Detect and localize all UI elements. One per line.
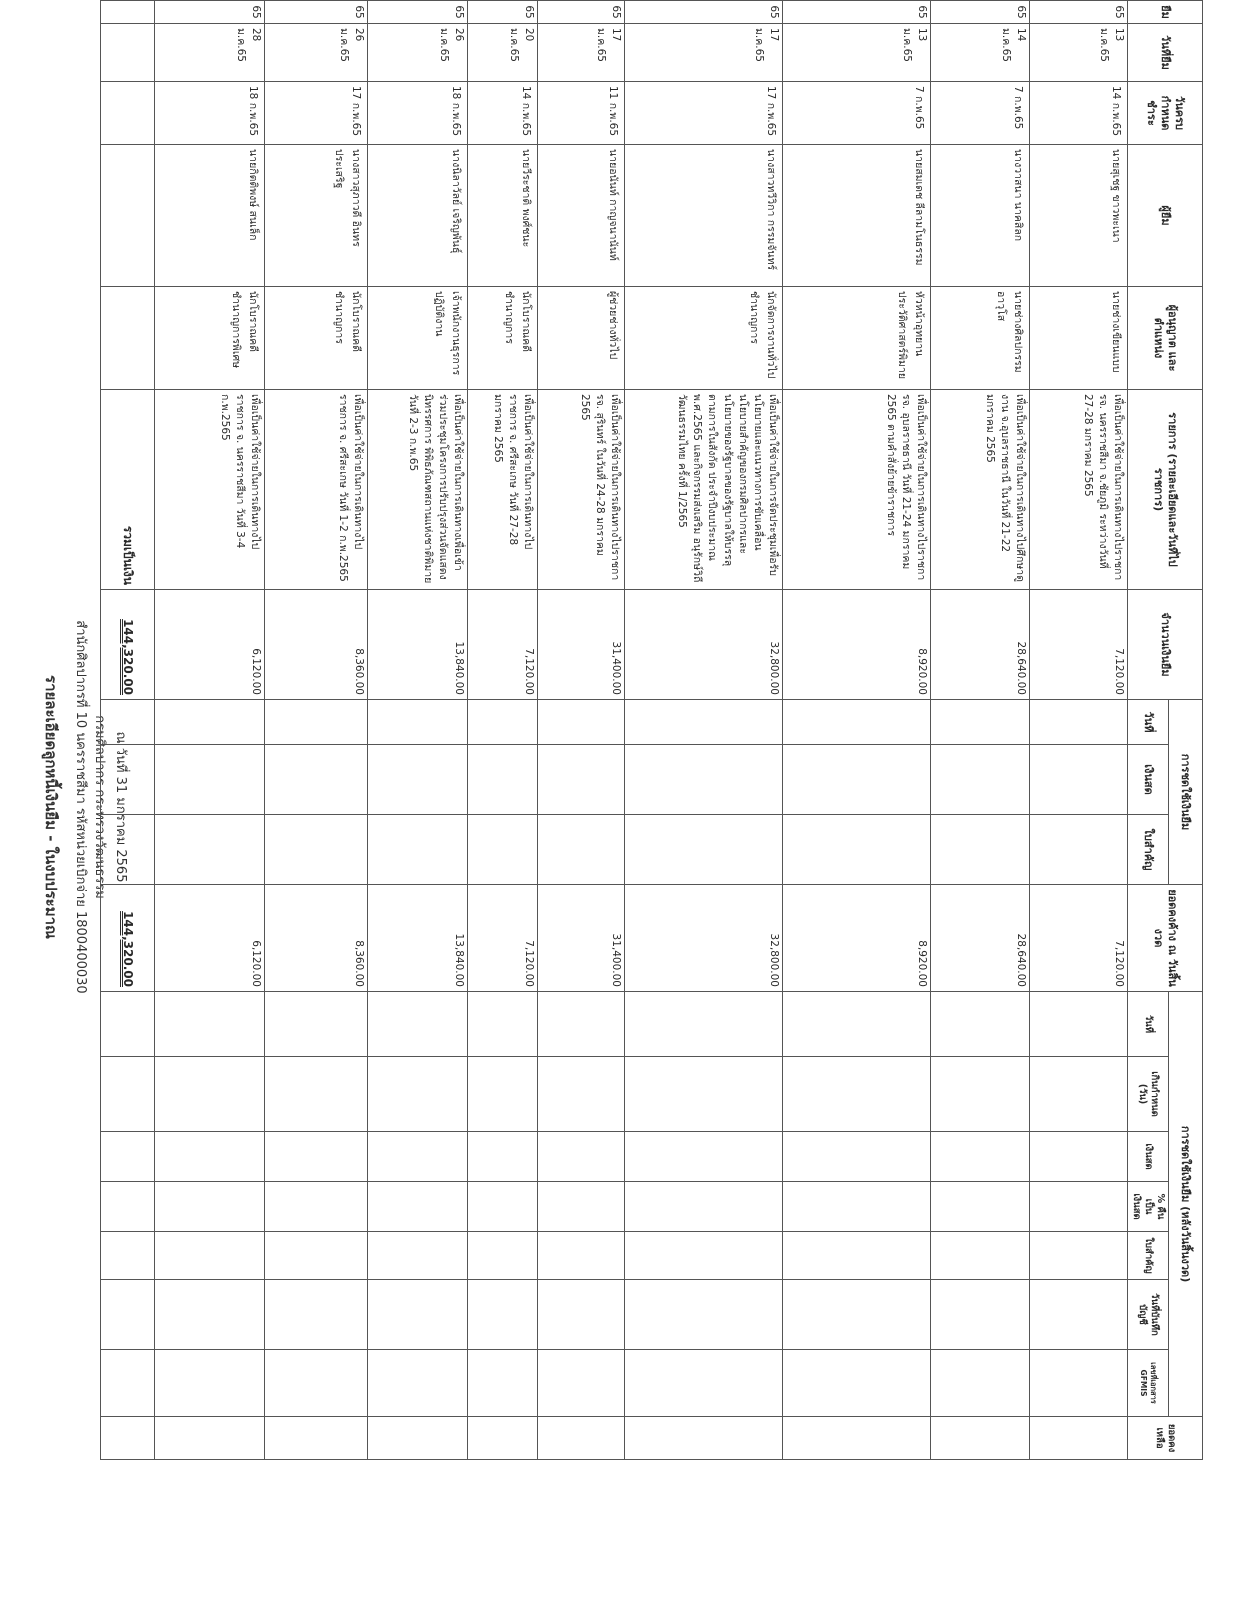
cell-empty [538, 700, 625, 745]
cell-empty [783, 700, 931, 745]
table-row [368, 1, 468, 1460]
cell-no: 65 [265, 1, 368, 24]
cell-borrower: นายสุเชฐ ขาวพะเนา [1030, 145, 1128, 287]
cell-borrower: นายอนันท์ กาญจนานันท์ [538, 145, 625, 287]
cell-empty [468, 992, 538, 1057]
cell-approver: หัวหน้าอุทยานประวัติศาสตร์พิมาย [783, 287, 931, 390]
cell-due-date: 14 ก.พ.65 [1030, 82, 1128, 145]
cell-description: เพื่อเป็นค่าใช้จ่ายในการเดินทางไปราชการ จ. ศรีสะเกษ วันที่ 27-28 มกราคม 2565 [468, 390, 538, 590]
cell-empty [931, 1132, 1030, 1182]
cell-empty [625, 745, 783, 815]
cell-empty [101, 992, 155, 1057]
report-agency: สำนักศิลปากรที่ 10 นครราชสีมา รหัสหน่วยเบิกจ่าย 1800400030 [73, 620, 88, 994]
cell-empty [931, 815, 1030, 885]
cell-empty [155, 1280, 265, 1350]
cell-empty [155, 745, 265, 815]
cell-empty [155, 700, 265, 745]
table-row [1030, 1, 1128, 1460]
cell-empty [625, 1417, 783, 1460]
col-post-overdue-header: เกินกำหนด (วัน) [1128, 1057, 1169, 1132]
cell-empty [1030, 1182, 1128, 1232]
cell-description: เพื่อเป็นค่าใช้จ่ายในการเดินทางไปราชการ จ. ศรีสะเกษ วันที่ 1-2 ก.พ.2565 [265, 390, 368, 590]
cell-empty [368, 1182, 468, 1232]
cell-empty [368, 1232, 468, 1280]
cell-empty [783, 1182, 931, 1232]
cell-outstanding: 32,800.00 [625, 885, 783, 992]
cell-empty [1030, 1350, 1128, 1417]
cell-empty [265, 1280, 368, 1350]
cell-empty [368, 700, 468, 745]
col-repay-group-header: การชดใช้เงินยืม [1169, 700, 1203, 885]
cell-approver: นายช่างเขียนแบบ [1030, 287, 1128, 390]
cell-empty [468, 1280, 538, 1350]
cell-empty [625, 1182, 783, 1232]
cell-borrower: นางนิลาวัลย์ เจริญพันธุ์ [368, 145, 468, 287]
cell-empty [1030, 1132, 1128, 1182]
cell-empty [468, 745, 538, 815]
cell-outstanding: 7,120.00 [1030, 885, 1128, 992]
table-row [265, 1, 368, 1460]
cell-approver: นักโบราณคดีชำนาญการ [468, 287, 538, 390]
cell-no: 65 [468, 1, 538, 24]
cell-empty [1030, 992, 1128, 1057]
cell-approver: นักโบราณคดีชำนาญการ [265, 287, 368, 390]
cell-borrower: นางสาวทวีวิกา กรรมจันทร์ [625, 145, 783, 287]
report-date: ณ วันที่ 31 มกราคม 2565 [113, 731, 128, 883]
cell-empty [538, 745, 625, 815]
col-post-group-header: การชดใช้เงินยืม (หลังวันสิ้นงวด) [1169, 992, 1203, 1417]
cell-empty [368, 1350, 468, 1417]
report-ministry: กรมศิลปากร กระทรวงวัฒนธรรม [92, 715, 107, 899]
cell-description: เพื่อเป็นค่าใช้จ่ายในการเดินทางไปราชการจ. อุบลราชธานี วันที่ 21-24 มกราคม 2565 ตามคำสั่งย้ายข้าราชการ [783, 390, 931, 590]
cell-borrow-date: 17 ม.ค.65 [625, 24, 783, 82]
cell-description: เพื่อเป็นค่าใช้จ่ายในการเดินทางไปราชการจ. สุรินทร์ ในวันที่ 24-28 มกราคม 2565 [538, 390, 625, 590]
cell-empty [101, 1, 155, 24]
cell-empty [783, 1280, 931, 1350]
cell-empty [468, 1182, 538, 1232]
cell-empty [265, 815, 368, 885]
cell-due-date: 18 ก.พ.65 [368, 82, 468, 145]
col-borrow-date-header: วันที่ยืม [1128, 24, 1203, 82]
cell-due-date: 14 ก.พ.65 [468, 82, 538, 145]
cell-empty [155, 1417, 265, 1460]
cell-no: 65 [625, 1, 783, 24]
cell-due-date: 18 ก.พ.65 [155, 82, 265, 145]
cell-empty [468, 1232, 538, 1280]
cell-due-date: 17 ก.พ.65 [625, 82, 783, 145]
cell-empty [101, 1132, 155, 1182]
col-amount-header: จำนวนเงินยืม [1128, 590, 1203, 700]
table-row [783, 1, 931, 1460]
cell-description: เพื่อเป็นค่าใช้จ่ายในการเดินทางเพื่อเข้าร่วมประชุมโครงการปรับปรุงส่วนจัดแสดงนิทรรศการ พิพิธภัณฑสถานแห่งชาติพิมาย วันที่ 2-3 ก.พ.65 [368, 390, 468, 590]
cell-amount: 13,840.00 [368, 590, 468, 700]
cell-amount: 8,360.00 [265, 590, 368, 700]
col-post-date-header: วันที่ [1128, 992, 1169, 1057]
cell-empty [1030, 745, 1128, 815]
cell-empty [155, 1182, 265, 1232]
cell-empty [1030, 1057, 1128, 1132]
cell-empty [625, 1057, 783, 1132]
cell-empty [468, 1132, 538, 1182]
cell-no: 65 [931, 1, 1030, 24]
cell-no: 65 [155, 1, 265, 24]
cell-empty [101, 1417, 155, 1460]
cell-borrow-date: 13 ม.ค.65 [783, 24, 931, 82]
cell-outstanding: 8,920.00 [783, 885, 931, 992]
cell-empty [538, 1232, 625, 1280]
cell-empty [368, 1132, 468, 1182]
col-no-header: ยืม [1128, 1, 1203, 24]
table-row [625, 1, 783, 1460]
cell-amount: 8,920.00 [783, 590, 931, 700]
col-post-receipt-header: ใบสำคัญ [1128, 1232, 1169, 1280]
cell-no: 65 [1030, 1, 1128, 24]
cell-empty [538, 1350, 625, 1417]
totals-row [101, 1, 155, 1460]
cell-borrow-date: 26 ม.ค.65 [265, 24, 368, 82]
cell-amount: 32,800.00 [625, 590, 783, 700]
cell-borrower: นายกิตติพงษ์ สนเล็ก [155, 145, 265, 287]
cell-empty [625, 992, 783, 1057]
cell-empty [931, 1417, 1030, 1460]
cell-empty [931, 1350, 1030, 1417]
cell-borrow-date: 20 ม.ค.65 [468, 24, 538, 82]
col-post-cash-header: เงินสด [1128, 1132, 1169, 1182]
cell-description: เพื่อเป็นค่าใช้จ่ายในการเดินทางไปศึกษาดูงาน จ.อุบลราชธานี ในวันที่ 21-22 มกราคม 2565 [931, 390, 1030, 590]
cell-empty [538, 1132, 625, 1182]
cell-empty [468, 700, 538, 745]
cell-empty [931, 1182, 1030, 1232]
col-repay-date-header: วันที่ [1128, 700, 1169, 745]
cell-empty [368, 1057, 468, 1132]
cell-outstanding: 13,840.00 [368, 885, 468, 992]
cell-empty [931, 1280, 1030, 1350]
cell-empty [265, 1350, 368, 1417]
cell-empty [101, 287, 155, 390]
cell-empty [625, 1232, 783, 1280]
col-due-date-header: วันครบ กำหนดชำระ [1128, 82, 1203, 145]
cell-empty [155, 815, 265, 885]
cell-empty [368, 815, 468, 885]
col-outstanding-header: ยอดคงค้าง ณ วันสิ้นงวด [1128, 885, 1203, 992]
cell-empty [625, 815, 783, 885]
cell-empty [101, 700, 155, 745]
cell-due-date: 7 ก.พ.65 [783, 82, 931, 145]
cell-empty [931, 1232, 1030, 1280]
cell-empty [538, 1182, 625, 1232]
cell-outstanding: 28,640.00 [931, 885, 1030, 992]
cell-amount: 31,400.00 [538, 590, 625, 700]
col-borrower-header: ผู้ยืม [1128, 145, 1203, 287]
table-row [155, 1, 265, 1460]
cell-empty [1030, 815, 1128, 885]
cell-empty [538, 815, 625, 885]
cell-empty [155, 1132, 265, 1182]
cell-empty [468, 1417, 538, 1460]
cell-empty [155, 992, 265, 1057]
cell-empty [265, 992, 368, 1057]
cell-empty [538, 1280, 625, 1350]
col-repay-cash-header: เงินสด [1128, 745, 1169, 815]
cell-empty [101, 1057, 155, 1132]
cell-empty [468, 815, 538, 885]
table-row [538, 1, 625, 1460]
cell-empty [931, 992, 1030, 1057]
cell-empty [783, 1132, 931, 1182]
cell-empty [468, 1057, 538, 1132]
cell-outstanding: 7,120.00 [468, 885, 538, 992]
cell-empty [625, 700, 783, 745]
cell-empty [538, 1057, 625, 1132]
cell-empty [265, 1232, 368, 1280]
table-row [931, 1, 1030, 1460]
cell-empty [101, 145, 155, 287]
cell-empty [783, 1417, 931, 1460]
cell-empty [931, 700, 1030, 745]
cell-borrow-date: 17 ม.ค.65 [538, 24, 625, 82]
cell-empty [538, 992, 625, 1057]
cell-empty [468, 1350, 538, 1417]
cell-empty [625, 1132, 783, 1182]
cell-description: เพื่อเป็นค่าใช้จ่ายในการเดินทางไปราชการ จ. นครราชสีมา วันที่ 3-4 ก.พ.2565 [155, 390, 265, 590]
cell-amount: 28,640.00 [931, 590, 1030, 700]
total-amount: 144,320.00 [101, 590, 155, 700]
cell-amount: 6,120.00 [155, 590, 265, 700]
cell-outstanding: 31,400.00 [538, 885, 625, 992]
cell-empty [931, 1057, 1030, 1132]
cell-empty [368, 992, 468, 1057]
cell-empty [931, 745, 1030, 815]
cell-empty [101, 1232, 155, 1280]
cell-borrower: นางสาวสุภาวดี อินทรประเสริฐ [265, 145, 368, 287]
cell-empty [783, 815, 931, 885]
cell-due-date: 17 ก.พ.65 [265, 82, 368, 145]
cell-empty [1030, 1232, 1128, 1280]
col-post-acct-date-header: วันที่บันทึกบัญชี [1128, 1280, 1169, 1350]
cell-empty [783, 1232, 931, 1280]
total-outstanding: 144,320.00 [101, 885, 155, 992]
cell-borrow-date: 26 ม.ค.65 [368, 24, 468, 82]
cell-amount: 7,120.00 [468, 590, 538, 700]
cell-empty [265, 1132, 368, 1182]
debtor-table [100, 0, 1203, 1460]
col-post-gfmis-header: เลขที่เอกสาร GFMIS [1128, 1350, 1169, 1417]
cell-empty [101, 82, 155, 145]
cell-amount: 7,120.00 [1030, 590, 1128, 700]
cell-borrower: นายวีระชาติ พงศ์ชนะ [468, 145, 538, 287]
cell-empty [265, 700, 368, 745]
cell-no: 65 [368, 1, 468, 24]
cell-empty [538, 1417, 625, 1460]
cell-borrower: นางวาสนา นาคสิลก [931, 145, 1030, 287]
cell-empty [265, 745, 368, 815]
cell-empty [783, 745, 931, 815]
cell-empty [265, 1057, 368, 1132]
cell-borrow-date: 28 ม.ค.65 [155, 24, 265, 82]
cell-approver: นายช่างศิลปกรรมอาวุโส [931, 287, 1030, 390]
cell-outstanding: 6,120.00 [155, 885, 265, 992]
cell-empty [368, 1280, 468, 1350]
cell-approver: เจ้าพนักงานธุรการปฏิบัติงาน [368, 287, 468, 390]
cell-empty [101, 1350, 155, 1417]
cell-description: เพื่อเป็นค่าใช้จ่ายในการจัดประชุมเพื่อรับนโยบายและแนวทางการขับเคลื่อนนโยบายสำคัญของกรมศิลปากรและนโยบายของรัฐบาลของรัฐบาลให้บรรลุตามการในสังกัด ประจำปีงบประมาณ พ.ศ.2565 และกิจกรรมส่งเสริม อนุรักษ์วิถีวัฒนธรรมไทย ครั้งที่ 1/2565 [625, 390, 783, 590]
cell-description: เพื่อเป็นค่าใช้จ่ายในการเดินทางไปราชการจ. นครราชสีมา จ.ชัยภูมิ ระหว่างวันที่ 27-28 มกราคม 2565 [1030, 390, 1128, 590]
cell-empty [101, 24, 155, 82]
cell-empty [155, 1350, 265, 1417]
cell-no: 65 [783, 1, 931, 24]
cell-borrow-date: 14 ม.ค.65 [931, 24, 1030, 82]
col-post-pct-header: % คืนเป็นเงินสด [1128, 1182, 1169, 1232]
cell-empty [783, 1057, 931, 1132]
cell-due-date: 7 ก.พ.65 [931, 82, 1030, 145]
table-row [468, 1, 538, 1460]
cell-empty [1030, 1280, 1128, 1350]
cell-borrower: นายสมเดช ลีลามโนธรรม [783, 145, 931, 287]
report-title: รายละเอียดลูกหนี้เงินยืม - ในงบประมาณ [42, 675, 60, 939]
cell-empty [1030, 700, 1128, 745]
cell-due-date: 11 ก.พ.65 [538, 82, 625, 145]
cell-empty [155, 1232, 265, 1280]
col-balance-header: ยอดคงเหลือ [1128, 1417, 1203, 1460]
cell-empty [625, 1280, 783, 1350]
col-description-header: รายการ (รายละเอียดและวันที่ไปราชการ) [1128, 390, 1203, 590]
cell-empty [101, 815, 155, 885]
cell-outstanding: 8,360.00 [265, 885, 368, 992]
cell-empty [101, 1280, 155, 1350]
cell-no: 65 [538, 1, 625, 24]
cell-approver: นักจัดการงานทั่วไปชำนาญการ [625, 287, 783, 390]
cell-empty [1030, 1417, 1128, 1460]
cell-empty [625, 1350, 783, 1417]
cell-empty [368, 745, 468, 815]
cell-empty [101, 1182, 155, 1232]
col-approver-header: ผู้อนุญาต และตำแหน่ง [1128, 287, 1203, 390]
cell-empty [265, 1182, 368, 1232]
col-repay-receipt-header: ใบสำคัญ [1128, 815, 1169, 885]
cell-empty [155, 1057, 265, 1132]
cell-approver: ผู้ช่วยช่างทั่วไป [538, 287, 625, 390]
cell-approver: นักโบราณคดีชำนาญการพิเศษ [155, 287, 265, 390]
cell-empty [265, 1417, 368, 1460]
cell-empty [783, 1350, 931, 1417]
cell-empty [783, 992, 931, 1057]
cell-borrow-date: 13 ม.ค.65 [1030, 24, 1128, 82]
cell-empty [368, 1417, 468, 1460]
cell-empty [101, 745, 155, 815]
total-label: รวมเป็นเงิน [101, 390, 155, 590]
